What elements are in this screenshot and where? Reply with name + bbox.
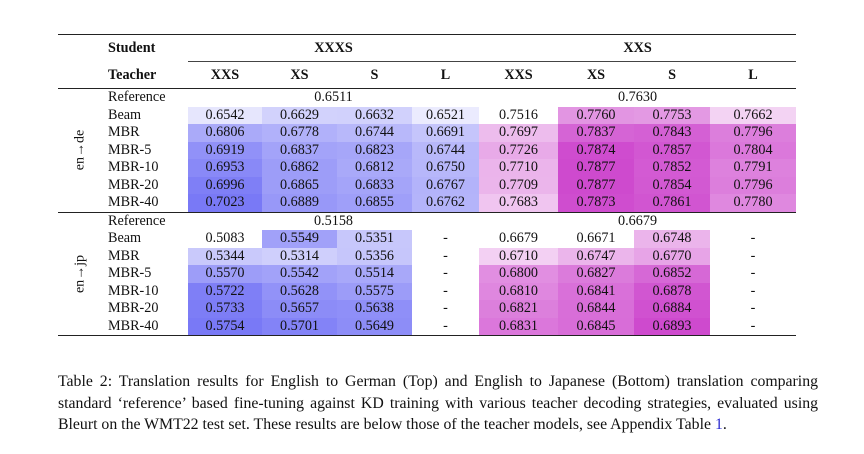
teacher-col-header: XS <box>290 67 309 83</box>
value-cell: 0.7861 <box>634 194 710 212</box>
value-cell: 0.6884 <box>634 300 710 318</box>
value-cell: - <box>750 247 756 264</box>
value-cell: 0.6671 <box>576 230 616 246</box>
value-cell: 0.6855 <box>337 194 412 212</box>
reference-value: 0.6511 <box>314 89 353 105</box>
value-cell: 0.6800 <box>479 265 558 283</box>
value-cell: 0.7837 <box>558 124 634 142</box>
value-cell: 0.5657 <box>262 300 337 318</box>
value-cell: - <box>750 282 756 299</box>
table-row <box>58 248 796 266</box>
value-cell: 0.6778 <box>262 124 337 142</box>
value-cell: 0.6821 <box>479 300 558 318</box>
group-header-xxxs: XXXS <box>188 35 479 62</box>
value-cell: - <box>443 230 448 246</box>
teacher-col-header: L <box>748 67 758 83</box>
value-cell: 0.6865 <box>262 177 337 195</box>
language-pair-text: en→de <box>72 130 88 171</box>
value-cell: 0.5351 <box>337 230 412 248</box>
value-cell: 0.6744 <box>337 124 412 142</box>
value-cell: 0.6812 <box>337 159 412 177</box>
table-row <box>58 124 796 142</box>
results-table <box>58 34 796 336</box>
value-cell: 0.6691 <box>412 124 479 142</box>
value-cell: 0.7804 <box>710 142 796 160</box>
reference-value: 0.6679 <box>618 212 658 229</box>
value-cell: - <box>443 282 448 299</box>
value-cell: 0.6632 <box>337 107 412 125</box>
row-label: MBR-40 <box>108 194 159 210</box>
student-header: Student <box>108 40 156 57</box>
reference-value: 0.7630 <box>618 89 658 105</box>
value-cell: 0.5344 <box>188 248 262 266</box>
table-row <box>58 318 796 336</box>
value-cell: 0.6710 <box>479 248 558 266</box>
reference-row <box>58 212 796 230</box>
value-cell: 0.7697 <box>479 124 558 142</box>
value-cell: 0.6679 <box>499 230 539 246</box>
value-cell: 0.6810 <box>479 283 558 301</box>
row-label: Reference <box>108 212 166 229</box>
row-label: MBR-20 <box>108 176 159 193</box>
value-cell: 0.6919 <box>188 142 262 160</box>
value-cell: 0.7877 <box>558 177 634 195</box>
table-row <box>58 159 796 177</box>
value-cell: 0.7709 <box>479 177 558 195</box>
value-cell: 0.6767 <box>412 177 479 195</box>
value-cell: 0.7873 <box>558 194 634 212</box>
reference-row <box>58 89 796 107</box>
value-cell: 0.5549 <box>262 230 337 248</box>
teacher-header: Teacher <box>108 66 157 83</box>
value-cell: 0.7877 <box>558 159 634 177</box>
value-cell: 0.7843 <box>634 124 710 142</box>
table-row <box>58 107 796 125</box>
value-cell: 0.7683 <box>479 194 558 212</box>
value-cell: 0.6862 <box>262 159 337 177</box>
value-cell: 0.5733 <box>188 300 262 318</box>
row-label: MBR-5 <box>108 141 152 158</box>
value-cell: 0.7852 <box>634 159 710 177</box>
value-cell: 0.5314 <box>262 248 337 266</box>
language-pair-label <box>58 89 102 213</box>
reference-value: 0.5158 <box>314 212 354 229</box>
value-cell: 0.7023 <box>188 194 262 212</box>
value-cell: 0.6844 <box>558 300 634 318</box>
row-label: MBR <box>108 124 140 140</box>
value-cell: 0.6747 <box>558 248 634 266</box>
value-cell: 0.5570 <box>188 265 262 283</box>
row-label: MBR <box>108 247 140 264</box>
value-cell: 0.7780 <box>710 194 796 212</box>
value-cell: 0.6831 <box>479 318 558 336</box>
value-cell: 0.6889 <box>262 194 337 212</box>
teacher-col-header: XXS <box>504 67 533 83</box>
value-cell: 0.7791 <box>710 159 796 177</box>
row-label: MBR-5 <box>108 265 152 281</box>
value-cell: 0.5638 <box>337 300 412 318</box>
value-cell: 0.6833 <box>337 177 412 195</box>
value-cell: 0.7516 <box>499 106 539 123</box>
value-cell: - <box>443 265 448 281</box>
table-row <box>58 265 796 283</box>
value-cell: - <box>750 230 756 246</box>
value-cell: 0.5754 <box>188 318 262 336</box>
table-row <box>58 194 796 212</box>
row-label: MBR-10 <box>108 159 159 175</box>
value-cell: 0.6852 <box>634 265 710 283</box>
value-cell: 0.5722 <box>188 283 262 301</box>
value-cell: 0.6806 <box>188 124 262 142</box>
value-cell: 0.5356 <box>337 248 412 266</box>
value-cell: 0.6953 <box>188 159 262 177</box>
teacher-col-header: L <box>440 67 451 83</box>
value-cell: 0.7857 <box>634 142 710 160</box>
value-cell: 0.5575 <box>337 283 412 301</box>
value-cell: 0.5649 <box>337 318 412 336</box>
table-caption <box>58 371 818 436</box>
group-header-xxs: XXS <box>479 35 796 62</box>
value-cell: - <box>443 317 448 334</box>
value-cell: 0.5542 <box>262 265 337 283</box>
table-row <box>58 283 796 301</box>
value-cell: - <box>750 265 756 281</box>
value-cell: 0.7854 <box>634 177 710 195</box>
value-cell: 0.6750 <box>412 159 479 177</box>
row-label: MBR-20 <box>108 300 159 316</box>
value-cell: - <box>750 317 756 334</box>
language-pair-label <box>58 212 102 336</box>
caption-text: Table 2: Translation results for English to German (Top) and English to Japanese (Bottom) translation comparing standard ‘reference’ based fine-tuning against KD training with various teacher decoding strategies, evaluated using Bleurt on the WMT22 test set. These results are below those of the teacher models, see Appendix Table <box>58 373 818 433</box>
value-cell: 0.7874 <box>558 142 634 160</box>
table-row <box>58 300 796 318</box>
value-cell: 0.6845 <box>558 318 634 336</box>
value-cell: 0.6837 <box>262 142 337 160</box>
value-cell: 0.6521 <box>412 107 479 125</box>
teacher-col-header: S <box>668 67 676 83</box>
value-cell: 0.6827 <box>558 265 634 283</box>
value-cell: 0.5083 <box>205 230 245 246</box>
value-cell: 0.6748 <box>634 230 710 248</box>
row-label: MBR-40 <box>108 317 159 334</box>
caption-end: . <box>722 416 727 433</box>
value-cell: 0.6542 <box>188 107 262 125</box>
value-cell: 0.7796 <box>710 177 796 195</box>
value-cell: - <box>750 300 756 316</box>
table-row <box>58 177 796 195</box>
value-cell: 0.7760 <box>558 107 634 125</box>
table-row <box>58 142 796 160</box>
value-cell: 0.6841 <box>558 283 634 301</box>
value-cell: 0.7662 <box>710 107 796 125</box>
value-cell: 0.5628 <box>262 283 337 301</box>
value-cell: 0.6629 <box>262 107 337 125</box>
value-cell: 0.5701 <box>262 318 337 336</box>
value-cell: 0.6744 <box>412 142 479 160</box>
value-cell: - <box>443 247 448 264</box>
value-cell: 0.6878 <box>634 283 710 301</box>
value-cell: 0.6770 <box>634 248 710 266</box>
value-cell: 0.6762 <box>412 194 479 212</box>
value-cell: 0.7726 <box>479 142 558 160</box>
row-label: Reference <box>108 89 166 105</box>
value-cell: 0.6893 <box>634 318 710 336</box>
row-label: Beam <box>108 230 142 246</box>
value-cell: 0.5514 <box>337 265 412 283</box>
language-pair-text: en→jp <box>72 254 88 293</box>
teacher-col-header: S <box>370 67 379 83</box>
value-cell: 0.7796 <box>710 124 796 142</box>
value-cell: - <box>443 300 448 316</box>
value-cell: 0.6996 <box>188 177 262 195</box>
row-label: Beam <box>108 106 142 123</box>
value-cell: 0.6823 <box>337 142 412 160</box>
value-cell: 0.7753 <box>634 107 710 125</box>
table-row <box>58 230 796 248</box>
teacher-col-header: XS <box>586 67 606 83</box>
teacher-col-header: XXS <box>210 67 240 83</box>
value-cell: 0.7710 <box>479 159 558 177</box>
row-label: MBR-10 <box>108 282 159 299</box>
appendix-table-link[interactable]: 1 <box>714 416 723 433</box>
